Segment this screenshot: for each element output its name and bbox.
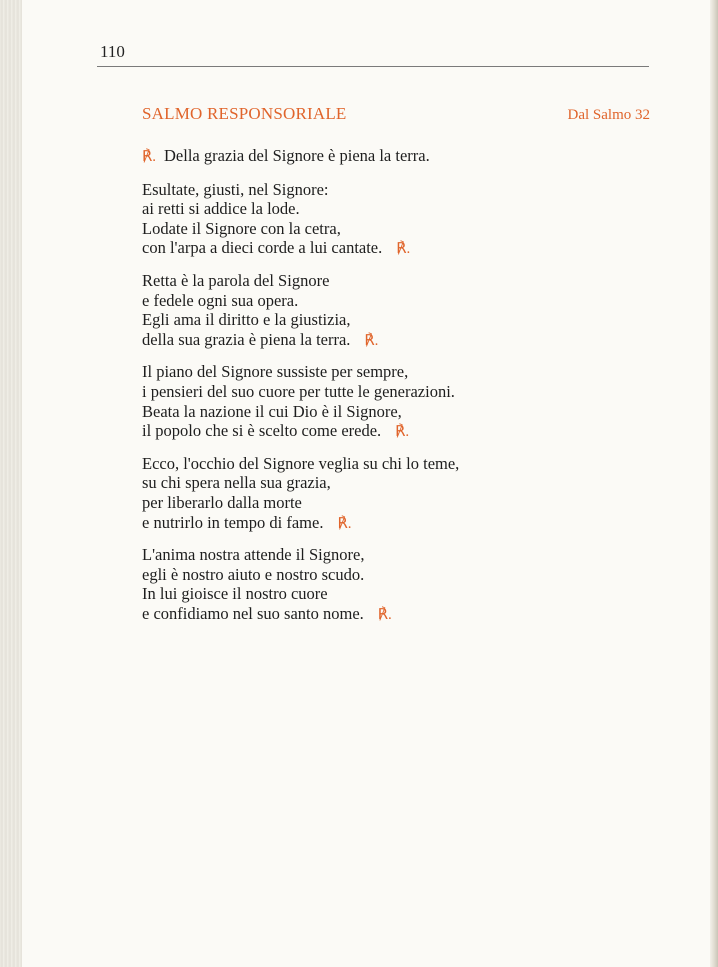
verse-line: e fedele ogni sua opera. xyxy=(142,290,299,310)
response-symbol: ℟. xyxy=(364,332,379,349)
stanza-2 xyxy=(142,271,662,351)
verse-line-last xyxy=(142,513,662,535)
verse-line: Il piano del Signore sussiste per sempre, xyxy=(142,362,409,382)
page-edge-left xyxy=(0,0,22,967)
verse-line: per liberarlo dalla morte xyxy=(142,492,302,512)
verse-line-last xyxy=(142,604,662,626)
verse-line-text: il popolo che si è scelto come erede. xyxy=(142,421,382,441)
response-symbol: ℟. xyxy=(377,606,392,623)
psalm-text xyxy=(142,146,662,636)
verse-line: ai retti si addice la lode. xyxy=(142,199,300,219)
response-symbol: ℟. xyxy=(337,515,352,532)
verse-line: Ecco, l'occhio del Signore veglia su chi lo teme, xyxy=(142,453,460,473)
verse-line-last xyxy=(142,330,662,352)
response-symbol: ℟. xyxy=(142,149,157,165)
verse-line-text: e confidiamo nel suo santo nome. xyxy=(142,603,364,623)
verse-line-last xyxy=(142,421,662,443)
response-line xyxy=(142,146,662,168)
verse-line-text: della sua grazia è piena la terra. xyxy=(142,329,351,349)
verse-line: Egli ama il diritto e la giustizia, xyxy=(142,310,351,330)
verse-line: Esultate, giusti, nel Signore: xyxy=(142,179,329,199)
verse-line-text: e nutrirlo in tempo di fame. xyxy=(142,512,324,532)
page-edge-right xyxy=(710,0,718,967)
header-rule xyxy=(97,66,649,67)
stanza-1 xyxy=(142,180,662,260)
stanza-3 xyxy=(142,362,662,442)
response-symbol: ℟. xyxy=(396,241,411,258)
response-text: Della grazia del Signore è piena la terra. xyxy=(164,146,430,165)
response-symbol: ℟. xyxy=(395,424,410,441)
psalm-source-reference: Dal Salmo 32 xyxy=(567,107,650,123)
verse-line-text: con l'arpa a dieci corde a lui cantate. xyxy=(142,238,383,258)
verse-line: su chi spera nella sua grazia, xyxy=(142,473,331,493)
section-title: SALMO RESPONSORIALE xyxy=(142,104,347,123)
stanza-5 xyxy=(142,545,662,625)
stanza-4 xyxy=(142,454,662,534)
response-refrain xyxy=(142,146,662,168)
page-number: 110 xyxy=(100,42,125,61)
verse-line: In lui gioisce il nostro cuore xyxy=(142,584,328,604)
verse-line: Lodate il Signore con la cetra, xyxy=(142,218,341,238)
verse-line: i pensieri del suo cuore per tutte le generazioni. xyxy=(142,381,455,401)
verse-line: L'anima nostra attende il Signore, xyxy=(142,545,365,565)
verse-line: Retta è la parola del Signore xyxy=(142,270,330,290)
verse-line: egli è nostro aiuto e nostro scudo. xyxy=(142,564,365,584)
verse-line-last xyxy=(142,238,662,260)
verse-line: Beata la nazione il cui Dio è il Signore, xyxy=(142,401,402,421)
